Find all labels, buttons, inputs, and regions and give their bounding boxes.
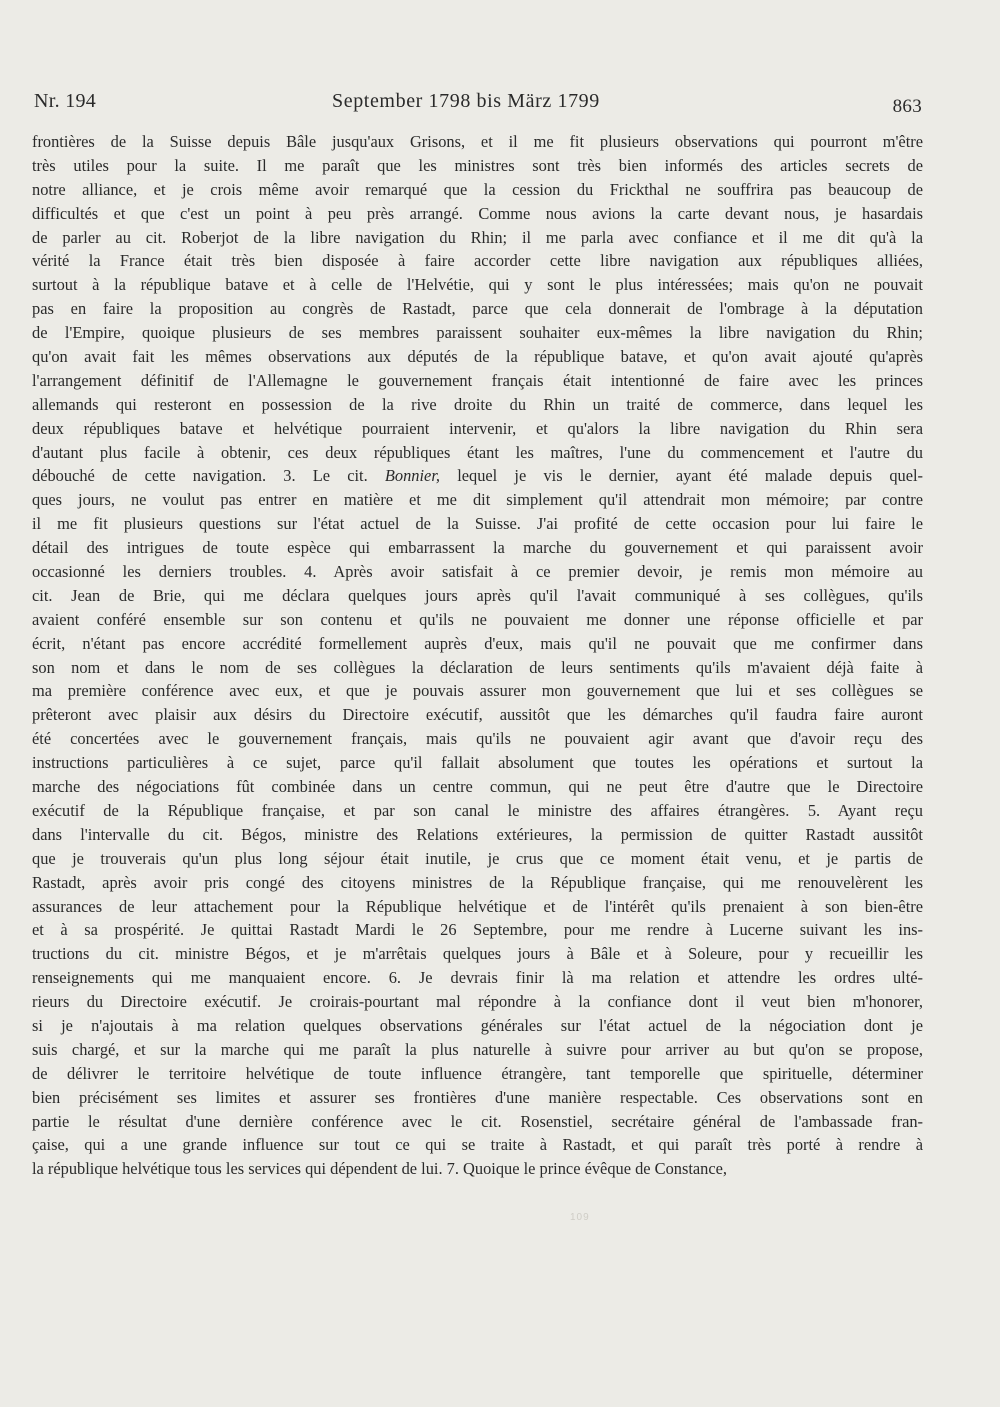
text-segment: lequel je vis le dernier, ayant été malade depuis quel- [440, 466, 923, 486]
text-line: ma première conférence avec eux, et que je pouvais assurer mon gouvernement que lui et ses collègues se [32, 681, 923, 701]
text-line: de parler au cit. Roberjot de la libre navigation du Rhin; il me parla avec confiance et il me dit qu'à la [32, 227, 923, 247]
text-line: rieurs du Directoire exécutif. Je croirais-pourtant mal répondre à la confiance dont il veut bien m'honorer, [32, 992, 923, 1012]
document-number: Nr. 194 [34, 90, 97, 112]
text-line: d'autant plus facile à obtenir, ces deux républiques étant les maîtres, l'une du commencement et l'autre du [32, 442, 923, 462]
text-line: surtout à la république batave et à celle de l'Helvétie, qui y sont le plus intéressées; mais qu'on ne pouvait [32, 275, 923, 295]
text-line: notre alliance, et je crois même avoir remarqué que la cession du Frickthal ne souffrira pas beaucoup de [32, 179, 923, 199]
text-line: l'arrangement définitif de l'Allemagne le gouvernement français était intentionné de faire avec les princes [32, 370, 923, 390]
text-line: il me fit plusieurs questions sur l'état actuel de la Suisse. J'ai profité de cette occasion pour lui faire le [32, 514, 923, 534]
text-line: deux républiques batave et helvétique pourraient intervenir, et qu'alors la libre navigation du Rhin sera [32, 418, 923, 438]
faint-stamp: 109 [570, 1212, 590, 1223]
text-line: pas en faire la proposition au congrès de Rastadt, parce que cela donnerait de l'ombrage à la députation [32, 299, 923, 319]
text-line: très utiles pour la suite. Il me paraît que les ministres sont très bien informés des articles secrets de [32, 155, 923, 175]
text-line: la république helvétique tous les services qui dépendent de lui. 7. Quoique le prince évêque de Constance, [32, 1159, 728, 1179]
running-header [34, 88, 922, 118]
text-line: frontières de la Suisse depuis Bâle jusqu'aux Grisons, et il me fit plusieurs observations qui pourront m'être [32, 132, 923, 151]
text-line: de l'Empire, quoique plusieurs de ses membres paraissent souhaiter eux-mêmes la libre navigation du Rhin; [32, 323, 923, 343]
text-line: de délivrer le territoire helvétique de toute influence étrangère, tant temporelle que spirituelle, déterminer [32, 1063, 923, 1083]
text-line: ques jours, ne voulut pas entrer en matière et me dit simplement qu'il attendrait mon mémoire; par contre [32, 490, 923, 510]
text-line: Rastadt, après avoir pris congé des citoyens ministres de la République française, qui me renouvelèrent les [32, 872, 923, 892]
text-line: renseignements qui me manquaient encore. 6. Je devrais finir là ma relation et attendre les ordres ulté- [32, 968, 923, 988]
text-line [32, 464, 923, 488]
text-line: occasionné les derniers troubles. 4. Après avoir satisfait à ce premier devoir, je remis mon mémoire au [32, 562, 923, 582]
text-line: çaise, qui a une grande influence sur tout ce qui se traite à Rastadt, et qui paraît très porté à rendre à [32, 1135, 923, 1155]
text-line: cit. Jean de Brie, qui me déclara quelques jours après qu'il l'avait communiqué à ses collègues, qu'ils [32, 585, 923, 605]
body-text [32, 130, 923, 1181]
text-line: si je n'ajoutais à ma relation quelques observations générales sur l'état actuel de la négociation dont je [32, 1015, 923, 1035]
page-number: 863 [892, 96, 922, 117]
text-line: bien précisément ses limites et assurer ses frontières d'une manière respectable. Ces observations sont en [32, 1087, 923, 1107]
text-line: partie le résultat d'une dernière conférence avec le cit. Rosenstiel, secrétaire général de l'ambassade fran- [32, 1111, 923, 1131]
text-line: exécutif de la République française, et par son canal le ministre des affaires étrangères. 5. Ayant reçu [32, 800, 923, 820]
text-line: allemands qui resteront en possession de la rive droite du Rhin un traité de commerce, dans lequel les [32, 394, 923, 414]
text-line: qu'on avait fait les mêmes observations aux députés de la république batave, et qu'on avait ajouté qu'après [32, 347, 923, 367]
text-line: été concertées avec le gouvernement français, mais qu'ils ne pouvaient agir avant que d'avoir reçu des [32, 729, 923, 749]
text-line: dans l'intervalle du cit. Bégos, ministre des Relations extérieures, la permission de quitter Rastadt aussitôt [32, 824, 923, 844]
text-line: instructions particulières à ce sujet, parce qu'il fallait absolument que toutes les opérations et surtout la [32, 753, 923, 773]
text-line: tructions du cit. ministre Bégos, et je m'arrêtais quelques jours à Bâle et à Soleure, pour y recueillir les [32, 944, 923, 964]
text-line: difficultés et que c'est un point à peu près arrangé. Comme nous avions la carte devant nous, je hasardais [32, 203, 923, 223]
text-line: que je trouverais qu'un plus long séjour était inutile, je crus que ce moment était venu, et je partis de [32, 848, 923, 868]
running-title: September 1798 bis März 1799 [332, 90, 600, 112]
italic-name: Bonnier, [384, 466, 440, 486]
text-line: vérité la France était très bien disposée à faire accorder cette libre navigation aux républiques alliées, [32, 251, 923, 271]
text-segment: débouché de cette navigation. 3. Le cit. [32, 466, 385, 486]
text-line: assurances de leur attachement pour la République helvétique et de l'intérêt qu'ils prenaient à son bien-être [32, 896, 923, 916]
text-line: suis chargé, et sur la marche qui me paraît la plus naturelle à suivre pour arriver au but qu'on se propose, [32, 1039, 923, 1059]
text-line: marche des négociations fût combinée dans un centre commun, qui ne peut être d'autre que le Directoire [32, 777, 923, 797]
text-line: et à sa prospérité. Je quittai Rastadt Mardi le 26 Septembre, pour me rendre à Lucerne suivant les ins- [32, 920, 923, 940]
text-line: son nom et dans le nom de ses collègues la déclaration de leurs sentiments qu'ils m'avaient déjà faite à [32, 657, 923, 677]
text-line: écrit, n'étant pas encore accrédité formellement auprès d'eux, mais qu'il ne pouvait que me confirmer dans [32, 633, 923, 653]
text-line: prêteront avec plaisir aux désirs du Directoire exécutif, aussitôt que les démarches qu'il faudra faire auront [32, 705, 923, 725]
text-line: avaient conféré ensemble sur son contenu et qu'ils ne pouvaient me donner une réponse officielle et par [32, 609, 923, 629]
text-line: détail des intrigues de toute espèce qui embarrassent la marche du gouvernement et qui paraissent avoir [32, 538, 923, 558]
